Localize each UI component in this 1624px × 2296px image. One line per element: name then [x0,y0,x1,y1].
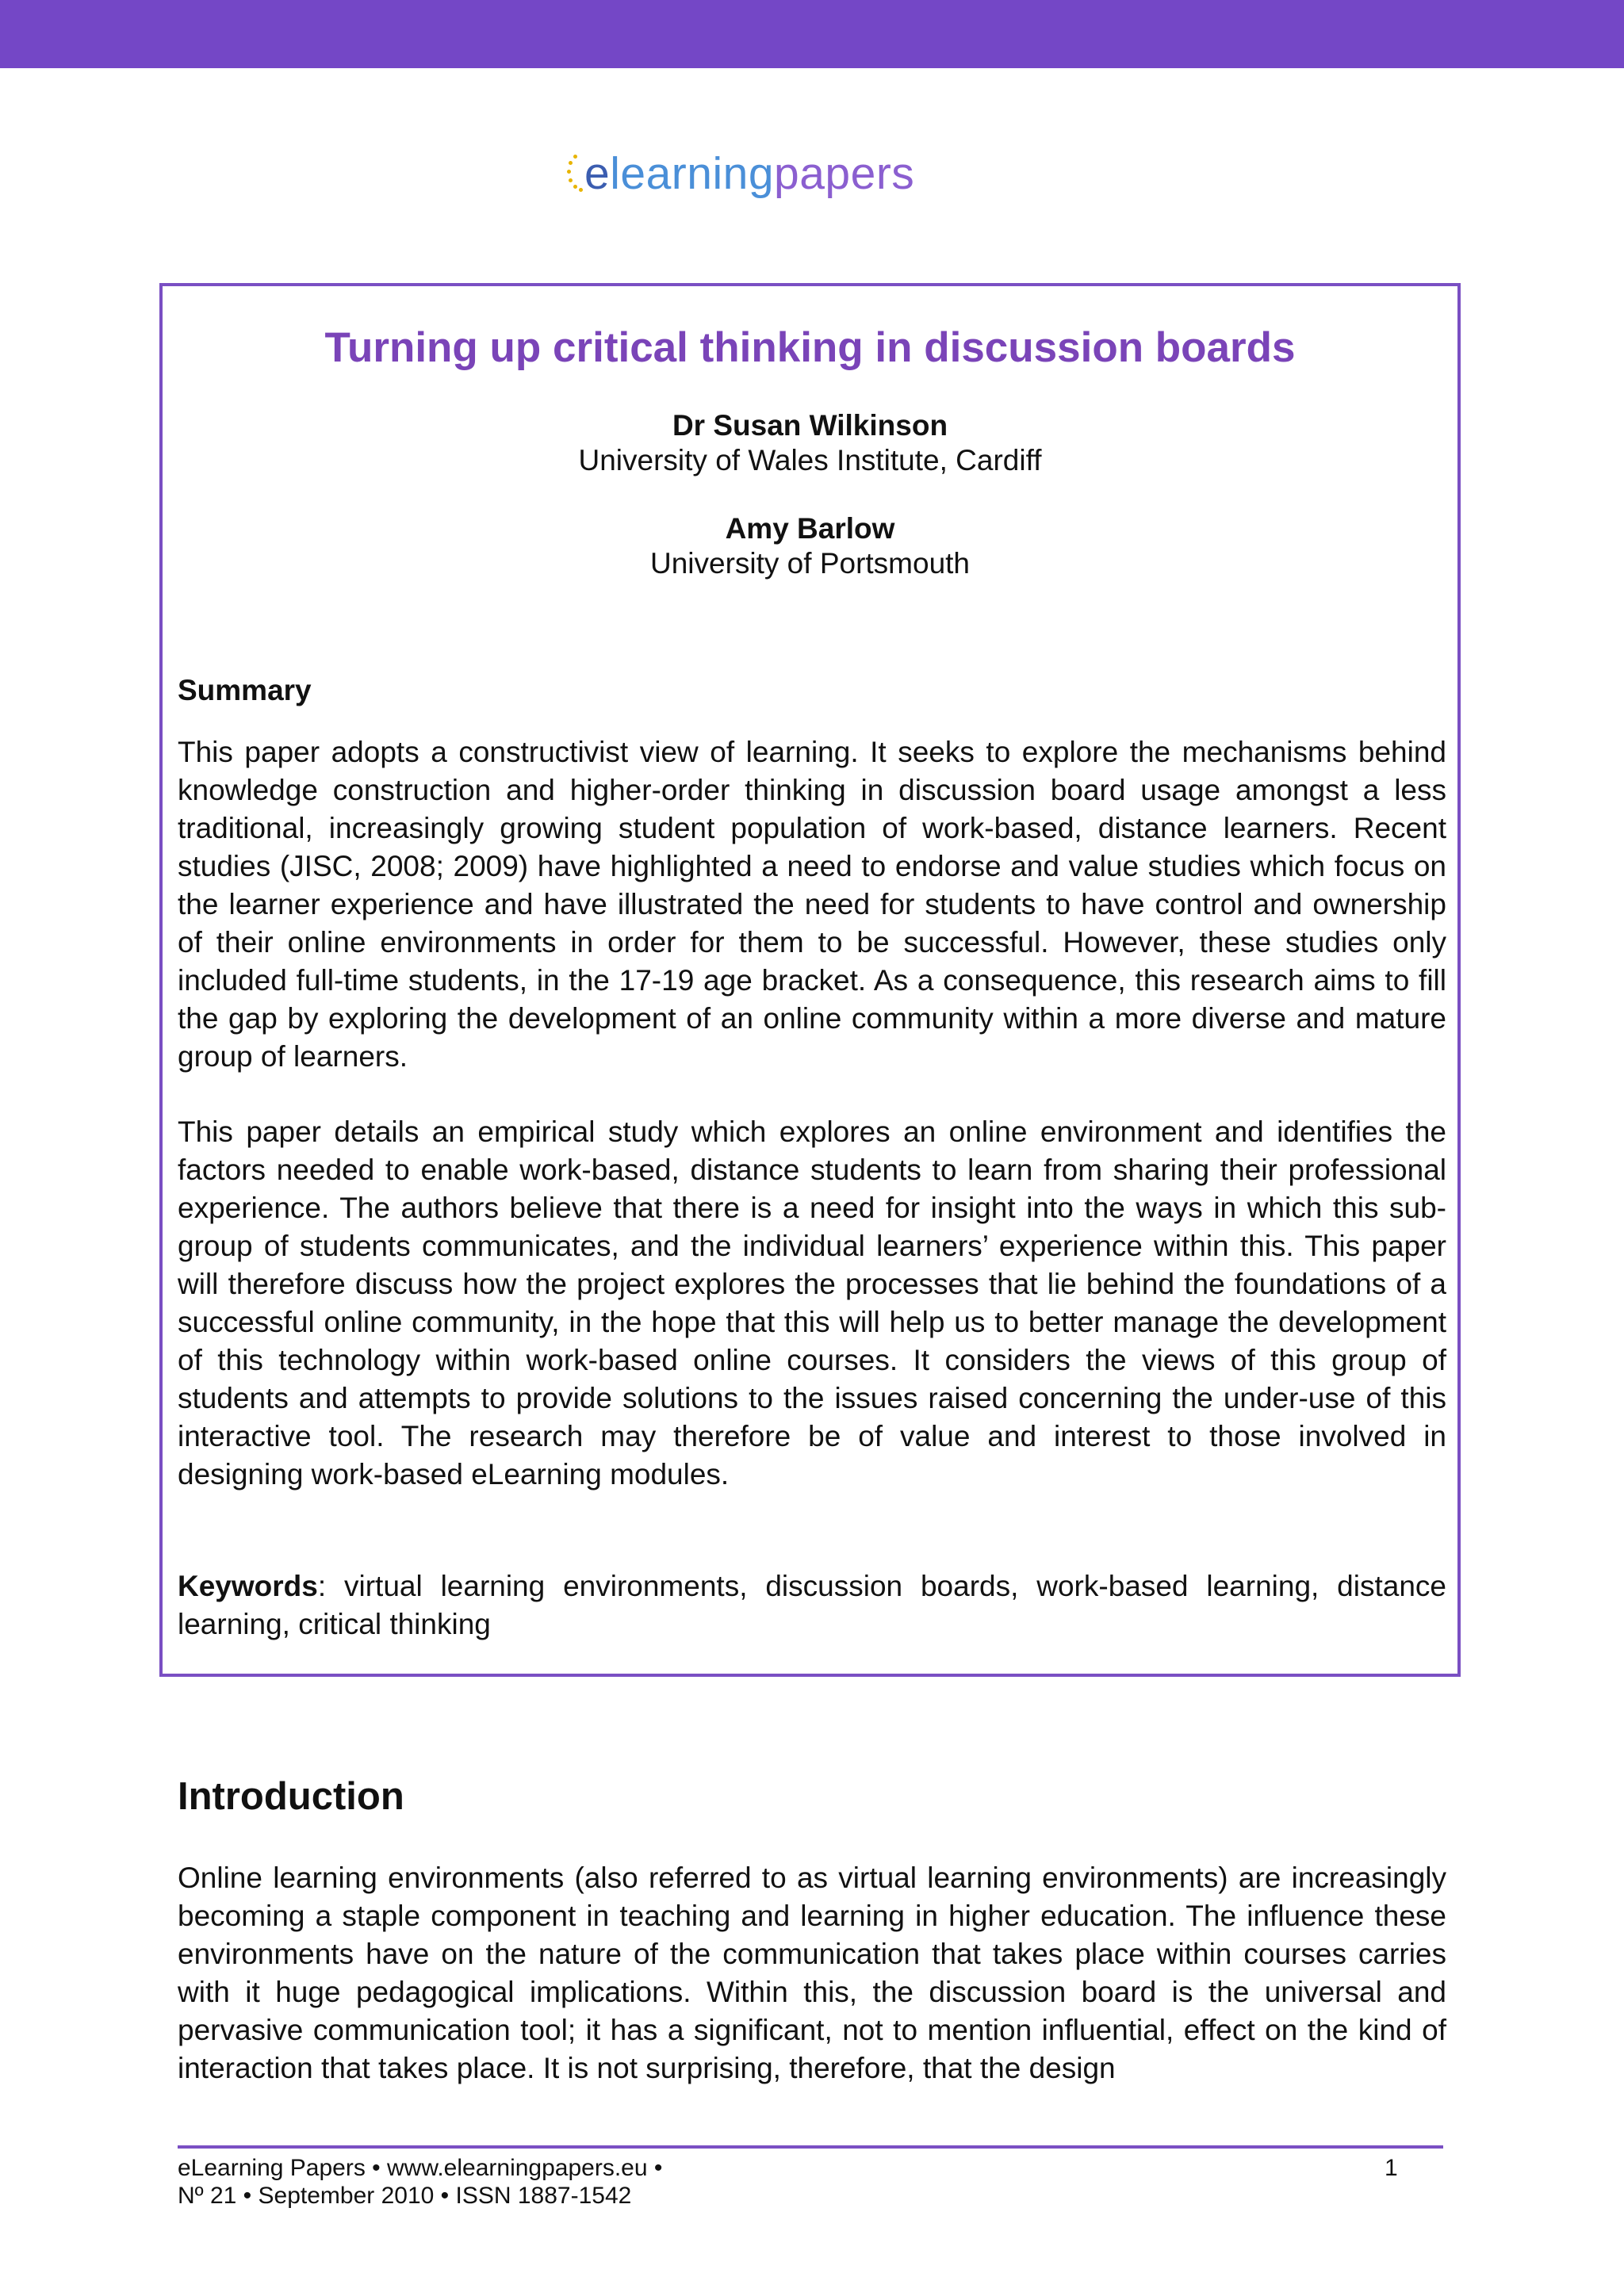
keywords-label: Keywords [178,1570,318,1602]
logo-text-papers: papers [774,147,915,199]
author-name: Dr Susan Wilkinson [672,409,948,442]
footer-line-2: Nº 21 • September 2010 • ISSN 1887-1542 [178,2183,632,2209]
footer-line-1: eLearning Papers • www.elearningpapers.eu • [178,2155,663,2181]
summary-paragraph-1: This paper adopts a constructivist view of learning. It seeks to explore the mechanisms behind knowledge construction and higher-order thinking in discussion board usage amongst a less traditional, increasingly growing student population of work-based, distance learners. Recent studies (JISC, 2008; 2009) have highlighted a need to endorse and value studies which focus on the learner experience and have illustrated the need for students to have control and ownership of their online environments in order for them to be successful. However, these studies only included full-time students, in the 17-19 age bracket. As a consequence, this research aims to fill the gap by exploring the development of an online community within a more diverse and mature group of learners. [178,736,1446,1073]
footer-divider [178,2145,1443,2149]
author-name: Amy Barlow [725,512,895,545]
logo-text-e: e [584,147,611,199]
keywords-list: : virtual learning environments, discussion boards, work-based learning, distance learning, critical thinking [178,1570,1446,1640]
introduction-paragraph: Online learning environments (also referred to as virtual learning environments) are increasingly becoming a staple component in teaching and learning in higher education. The influence these environments have on the nature of the communication that takes place within courses carries with it huge pedagogical implications. Within this, the discussion board is the universal and pervasive communication tool; it has a significant, not to mention influential, effect on the kind of interaction that takes place. It is not surprising, therefore, that the design [178,1862,1446,2084]
keywords-paragraph [178,1567,1446,1644]
introduction-heading: Introduction [178,1775,404,1818]
eu-stars-icon [567,155,583,193]
author-2 [159,511,1461,581]
author-1 [159,408,1461,478]
author-affiliation: University of Wales Institute, Cardiff [578,444,1042,476]
summary-heading: Summary [178,674,312,706]
logo-text-learning: learning [610,147,775,199]
page-number: 1 [1385,2155,1398,2181]
top-banner [0,0,1624,68]
author-affiliation: University of Portsmouth [649,547,971,580]
elearningpapers-logo [567,146,914,201]
summary-paragraph-2: This paper details an empirical study which explores an online environment and identifies the factors needed to enable work-based, distance students to learn from sharing their professional experience. The authors believe that there is a need for insight into the ways in which this sub-group of students communicates, and the individual learners’ experience within this. This paper will therefore discuss how the project explores the processes that lie behind the foundations of a successful online community, in the hope that this will help us to better manage the development of this technology within work-based online courses. It considers the views of this group of students and attempts to provide solutions to the issues raised concerning the under-use of this interactive tool. The research may therefore be of value and interest to those involved in designing work-based eLearning modules. [178,1115,1446,1490]
paper-title: Turning up critical thinking in discussion boards [324,324,1296,371]
